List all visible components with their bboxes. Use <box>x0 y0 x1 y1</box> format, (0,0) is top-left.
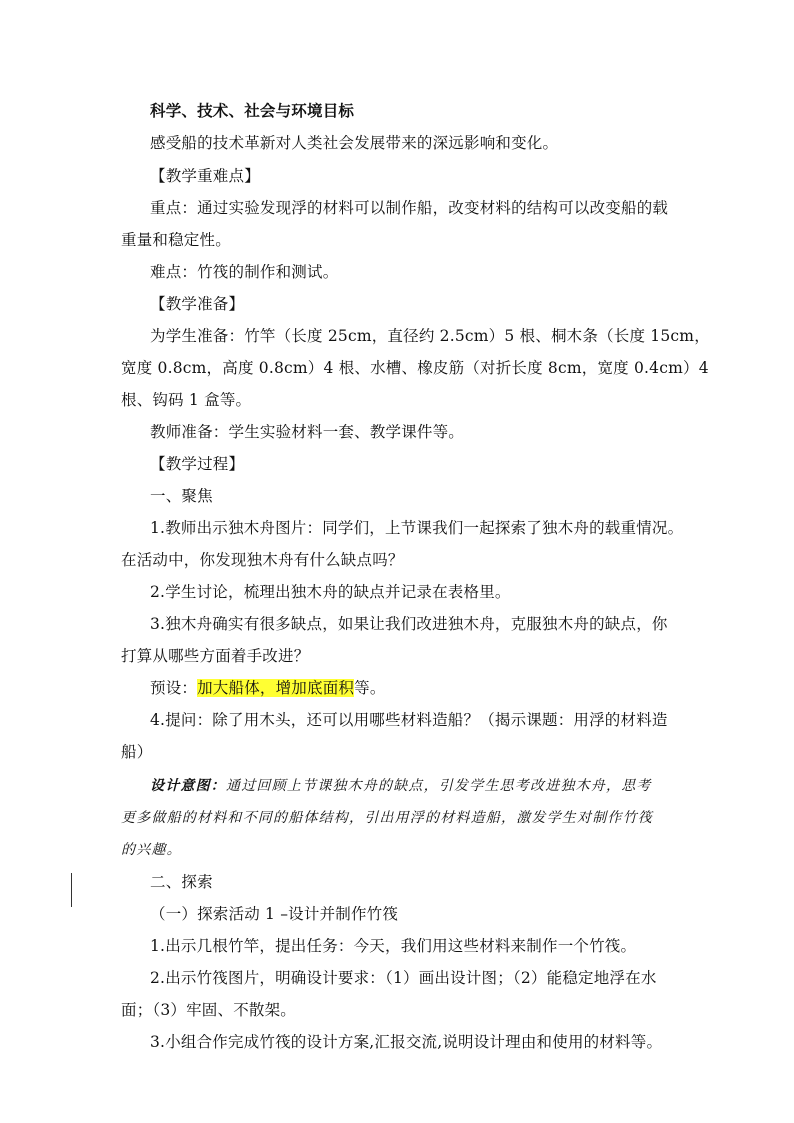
preset-line <box>150 678 710 698</box>
part-2-title: 二、探索 <box>150 873 213 891</box>
prep-teacher: 教师准备：学生实验材料一套、教学课件等。 <box>150 423 465 441</box>
focus-item-3-line-1: 3.独木舟确实有很多缺点，如果让我们改进独木舟，克服独木舟的缺点，你 <box>150 615 668 633</box>
sts-goal-text: 感受船的技术革新对人类社会发展带来的深远影响和变化。 <box>150 134 559 152</box>
focus-item-3-line-2: 打算从哪些方面着手改进？ <box>121 647 310 665</box>
section-teaching-process: 【教学过程】 <box>150 455 245 473</box>
activity-item-3: 3.小组合作完成竹筏的设计方案,汇报交流,说明设计理由和使用的材料等。 <box>150 1033 663 1051</box>
design-intent-line-2: 更多做船的材料和不同的船体结构，引出用浮的材料造船，激发学生对制作竹筏 <box>121 810 653 826</box>
focus-item-1-line-1: 1.教师出示独木舟图片：同学们，上节课我们一起探索了独木舟的载重情况。 <box>150 519 684 537</box>
preset-label: 预设： <box>150 679 198 697</box>
activity-item-2-line-2: 面；（3）牢固、不散架。 <box>121 1001 297 1019</box>
activity-item-1: 1.出示几根竹竿，提出任务：今天，我们用这些材料来制作一个竹筏。 <box>150 937 637 955</box>
difficult-point: 难点：竹筏的制作和测试。 <box>150 263 339 281</box>
focus-item-4-line-2: 船） <box>121 743 153 761</box>
activity-item-2-line-1: 2.出示竹筏图片，明确设计要求：（1）画出设计图；（2）能稳定地浮在水 <box>150 969 657 987</box>
heading-sts-goal: 科学、技术、社会与环境目标 <box>150 101 355 120</box>
design-intent-line-1 <box>150 776 710 796</box>
section-key-difficult-points: 【教学重难点】 <box>150 167 260 185</box>
design-intent-label: 设计意图： <box>150 778 226 794</box>
preset-tail: 等。 <box>354 679 386 697</box>
design-intent-line-3: 的兴趣。 <box>121 842 182 858</box>
focus-item-2: 2.学生讨论，梳理出独木舟的缺点并记录在表格里。 <box>150 583 511 601</box>
design-intent-text-1: 通过回顾上节课独木舟的缺点，引发学生思考改进独木舟，思考 <box>226 778 652 794</box>
focus-item-1-line-2: 在活动中，你发现独木舟有什么缺点吗？ <box>121 551 404 569</box>
prep-students-line-1: 为学生准备：竹竿（长度 25cm，直径约 2.5cm）5 根、桐木条（长度 15cm， <box>150 327 710 345</box>
prep-students-line-2: 宽度 0.8cm，高度 0.8cm）4 根、水槽、橡皮筋（对折长度 8cm，宽度 0.4cm）4 <box>121 359 709 377</box>
key-point-line-1: 重点：通过实验发现浮的材料可以制作船，改变材料的结构可以改变船的载 <box>150 199 669 217</box>
activity-1-title: （一）探索活动 1 –设计并制作竹筏 <box>150 905 399 923</box>
text-cursor-mark <box>71 873 72 907</box>
preset-highlight: 加大船体，增加底面积 <box>197 679 355 697</box>
focus-item-4-line-1: 4.提问：除了用木头，还可以用哪些材料造船？（揭示课题：用浮的材料造 <box>150 711 668 729</box>
section-preparation: 【教学准备】 <box>150 295 245 313</box>
part-1-title: 一、聚焦 <box>150 487 213 505</box>
prep-students-line-3: 根、钩码 1 盒等。 <box>121 391 252 409</box>
key-point-line-2: 重量和稳定性。 <box>121 231 231 249</box>
